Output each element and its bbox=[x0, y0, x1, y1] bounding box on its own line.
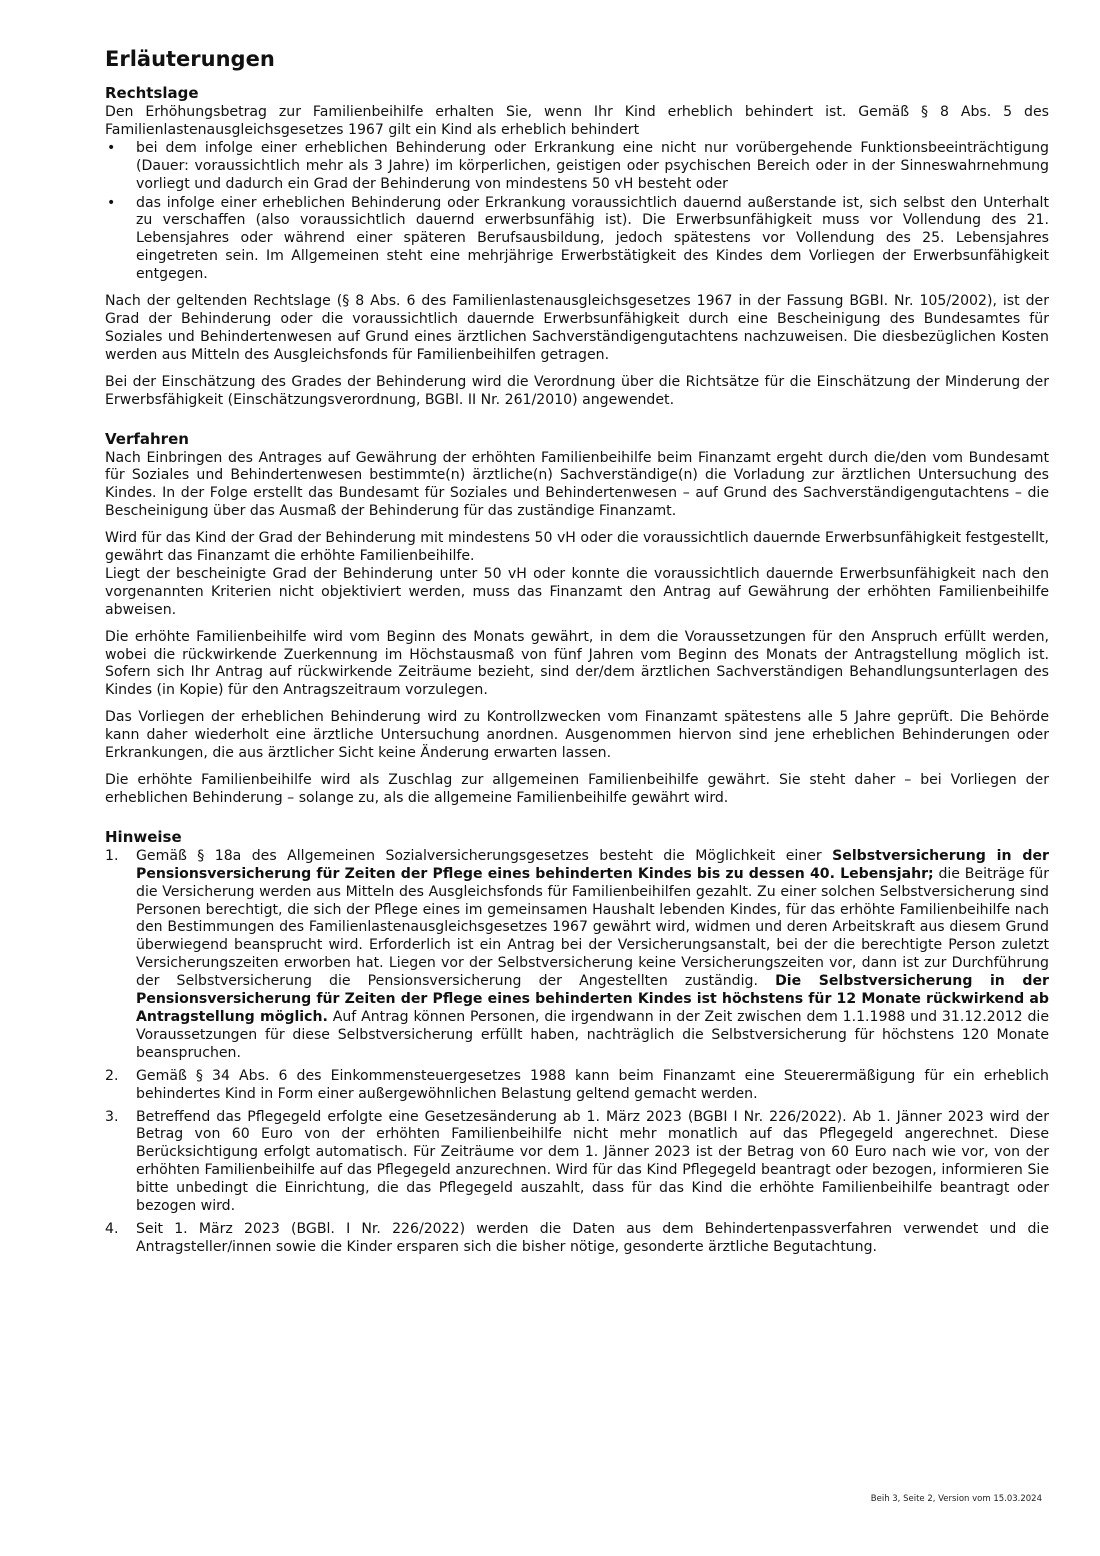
rechtslage-paragraph: Nach der geltenden Rechtslage (§ 8 Abs. 6 des Familienlastenausgleichsgesetzes 1967 in der Fassung BGBI. Nr. 105/2002), ist der Grad der Behinderung oder die voraussichtlich dauernde Erwerbsunfähigkeit durch eine Bescheinigung des Bundesamtes für Soziales und Behindertenwesen auf Grund eines ärztlichen Sachverständigengutachtens nachzuweisen. Die diesbezüglichen Kosten werden aus Mitteln des Ausgleichsfonds für Familienbeihilfen getragen. bbox=[105, 293, 1049, 363]
list-number: 3. bbox=[105, 1108, 119, 1125]
list-item bbox=[105, 1068, 1049, 1104]
list-item bbox=[105, 1221, 1049, 1257]
note-bold-text: Die Selbstversicherung in der Pensionsversicherung für Zeiten der Pflege eines behinderten Kindes ist höchstens für 12 Monate rückwirkend ab Antragstellung möglich. bbox=[136, 973, 1049, 1025]
list-item bbox=[105, 848, 1049, 1063]
list-number: 2. bbox=[105, 1067, 119, 1084]
hinweise-list bbox=[105, 848, 1049, 1257]
note-text: die Beiträge für die Versicherung werden aus Mitteln des Ausgleichsfonds für Familienbeihilfen gezahlt. Zu einer solchen Selbstversicherung sind Personen berechtigt, die sich der Pflege eines im gemeinsamen Haushalt lebenden Kindes, für das erhöhte Familienbeihilfe nach den Bestimmungen des Familienlastenausgleichsgesetzes 1967 gewährt wird, widmen und deren Arbeitskraft aus diesem Grund überwiegend beansprucht wird. Erforderlich ist ein Antrag bei der Versicherungsanstalt, bei der die berechtigte Person zuletzt Versicherungszeiten erworben hat. Liegen vor der Selbstversicherung keine Versicherungszeiten vor, dann ist zur Durchführung der Selbstversicherung die Pensionsversicherung der Angestellten zuständig. bbox=[136, 865, 1049, 990]
note-text: Gemäß § 34 Abs. 6 des Einkommensteuergesetzes 1988 kann beim Finanzamt eine Steuerermäßigung für ein erheblich behindertes Kind in Form einer außergewöhnlichen Belastung geltend gemacht werden. bbox=[136, 1067, 1049, 1102]
note-text: Auf Antrag können Personen, die irgendwann in der Zeit zwischen dem 1.1.1988 und 31.12.2012 die Voraussetzungen für diese Selbstversicherung erfüllt haben, nachträglich die Selbstversicherung für höchstens 120 Monate beanspruchen. bbox=[136, 1008, 1049, 1061]
verfahren-paragraph: Nach Einbringen des Antrages auf Gewährung der erhöhten Familienbeihilfe beim Finanzamt ergeht durch die/den vom Bundesamt für Soziales und Behindertenwesen bestimmte(n) ärztliche(n) Sachverständige(n) die Vorladung zur ärztlichen Untersuchung des Kindes. In der Folge erstellt das Bundesamt für Soziales und Behindertenwesen – auf Grund des Sachverständigengutachtens – die Bescheinigung über das Ausmaß der Behinderung für das zuständige Finanzamt. bbox=[105, 449, 1049, 520]
bullet-text: bei dem infolge einer erheblichen Behinderung oder Erkrankung eine nicht nur vorübergehende Funktionsbeeinträchtigung (Dauer: voraussichtlich mehr als 3 Jahre) im körperlichen, geistigen oder psychischen Bereich oder in der Sinneswahrnehmung vorliegt und dadurch ein Grad der Behinderung von mindestens 50 vH besteht oder bbox=[136, 139, 1049, 192]
list-item bbox=[105, 1109, 1049, 1216]
page-footer: Beih 3, Seite 2, Version vom 15.03.2024 bbox=[870, 1494, 1042, 1504]
verfahren-paragraph: Die erhöhte Familienbeihilfe wird als Zuschlag zur allgemeinen Familienbeihilfe gewährt. Sie steht daher – bei Vorliegen der erheblichen Behinderung – solange zu, als die allgemeine Familienbeihilfe gewährt wird. bbox=[105, 772, 1049, 806]
document-page bbox=[105, 46, 1049, 1262]
note-text: Gemäß § 18a des Allgemeinen Sozialversicherungsgesetzes besteht die Möglichkeit einer bbox=[136, 847, 833, 864]
note-text: Betreffend das Pflegegeld erfolgte eine Gesetzesänderung ab 1. März 2023 (BGBI I Nr. 226/2022). Ab 1. Jänner 2023 wird der Betrag von 60 Euro von der erhöhten Familienbeihilfe nicht mehr monatlich auf das Pflegegeld angerechnet. Diese Berücksichtigung erfolgt automatisch. Für Zeiträume vor dem 1. Jänner 2023 ist der Betrag von 60 Euro nach wie vor, von der erhöhten Familienbeihilfe auf das Pflegegeld anzurechnen. Wird für das Kind Pflegegeld beantragt oder bezogen, informieren Sie bitte unbedingt die Einrichtung, die das Pflegegeld auszahlt, dass für das Kind die erhöhte Familienbeihilfe beantragt oder bezogen wird. bbox=[136, 1108, 1049, 1215]
bullet-text: das infolge einer erheblichen Behinderung oder Erkrankung voraussichtlich dauernd außerstande ist, sich selbst den Unterhalt zu verschaffen (also voraussichtlich dauernd erwerbsunfähig ist). Die Erwerbsunfähigkeit muss vor Vollendung des 21. Lebensjahres oder während einer späteren Berufsausbildung, jedoch spätestens vor Vollendung des 25. Lebensjahres eingetreten sein. Im Allgemeinen steht eine mehrjährige Erwerbstätigkeit des Kindes dem Vorliegen der Erwerbsunfähigkeit entgegen. bbox=[136, 194, 1049, 283]
bullet-icon: • bbox=[107, 194, 116, 211]
section-heading-hinweise: Hinweise bbox=[105, 827, 182, 846]
list-number: 1. bbox=[105, 847, 119, 864]
section-rechtslage bbox=[105, 84, 1049, 410]
rechtslage-bullet-list bbox=[105, 140, 1049, 284]
section-hinweise bbox=[105, 828, 1049, 1257]
note-text: Seit 1. März 2023 (BGBl. I Nr. 226/2022) werden die Daten aus dem Behindertenpassverfahren verwendet und die Antragsteller/innen sowie die Kinder ersparen sich die bisher nötige, gesonderte ärztliche Begutachtung. bbox=[136, 1220, 1049, 1255]
note-bold-text: Selbstversicherung in der Pensionsversicherung für Zeiten der Pflege eines behinderten Kindes bis zu dessen 40. Lebensjahr; bbox=[136, 847, 1049, 882]
rechtslage-intro: Den Erhöhungsbetrag zur Familienbeihilfe erhalten Sie, wenn Ihr Kind erheblich behindert ist. Gemäß § 8 Abs. 5 des Familienlastenausgleichsgesetzes 1967 gilt ein Kind als erheblich behindert bbox=[105, 104, 1049, 138]
rechtslage-paragraph: Bei der Einschätzung des Grades der Behinderung wird die Verordnung über die Richtsätze für die Einschätzung der Minderung der Erwerbsfähigkeit (Einschätzungsverordnung, BGBl. II Nr. 261/2010) angewendet. bbox=[105, 373, 1049, 408]
list-item bbox=[105, 140, 1049, 194]
list-number: 4. bbox=[105, 1220, 119, 1237]
list-item bbox=[105, 195, 1049, 285]
bullet-icon: • bbox=[107, 139, 116, 156]
verfahren-paragraph: Das Vorliegen der erheblichen Behinderung wird zu Kontrollzwecken vom Finanzamt spätestens alle 5 Jahre geprüft. Die Behörde kann daher wiederholt eine ärztliche Untersuchung anordnen. Ausgenommen hiervon sind jene erheblichen Behinderungen oder Erkrankungen, die aus ärztlicher Sicht keine Änderung erwarten lassen. bbox=[105, 709, 1049, 762]
verfahren-paragraph: Liegt der bescheinigte Grad der Behinderung unter 50 vH oder konnte die voraussichtlich dauernde Erwerbsunfähigkeit nach den vorgenannten Kriterien nicht objektiviert werden, muss das Finanzamt den Antrag auf Gewährung der erhöhten Familienbeihilfe abweisen. bbox=[105, 565, 1049, 618]
page-title: Erläuterungen bbox=[105, 47, 275, 71]
section-verfahren bbox=[105, 430, 1049, 808]
section-heading-rechtslage: Rechtslage bbox=[105, 84, 199, 102]
verfahren-paragraph: Wird für das Kind der Grad der Behinderung mit mindestens 50 vH oder die voraussichtlich dauernde Erwerbsunfähigkeit festgestellt, gewährt das Finanzamt die erhöhte Familienbeihilfe. bbox=[105, 530, 1049, 565]
verfahren-paragraph: Die erhöhte Familienbeihilfe wird vom Beginn des Monats gewährt, in dem die Voraussetzungen für den Anspruch erfüllt werden, wobei die rückwirkende Zuerkennung im Höchstausmaß von fünf Jahren vom Beginn des Monats der Antragstellung möglich ist. Sofern sich Ihr Antrag auf rückwirkende Zeiträume bezieht, sind der/dem ärztlichen Sachverständigen Behandlungsunterlagen des Kindes (in Kopie) für den Antragszeitraum vorzulegen. bbox=[105, 628, 1049, 699]
section-heading-verfahren: Verfahren bbox=[105, 429, 189, 448]
